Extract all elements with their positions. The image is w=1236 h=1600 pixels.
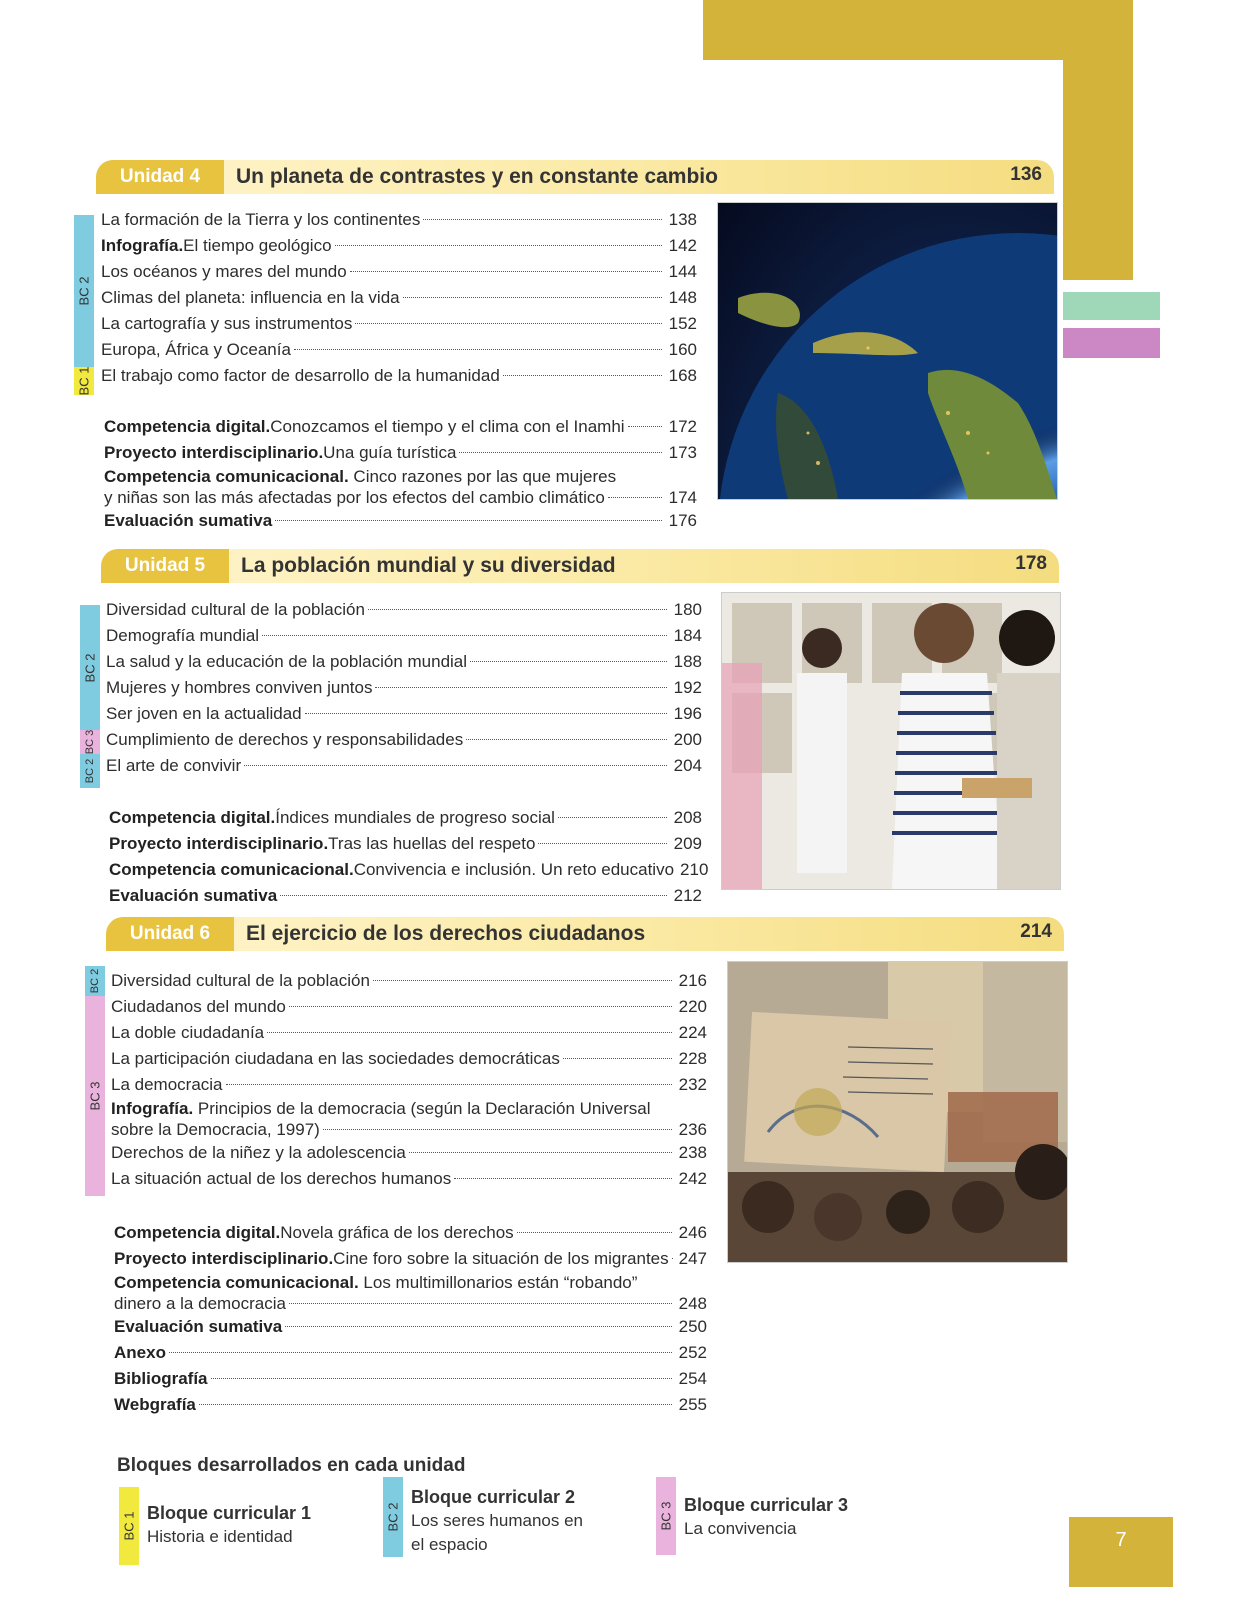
toc-extra[interactable]: Proyecto interdisciplinario. Una guía turística 173 bbox=[104, 443, 697, 462]
right-purple-tab bbox=[1063, 328, 1160, 358]
unit-5-bc2-strip: BC 2 bbox=[80, 605, 100, 730]
unit-6-topic-list bbox=[111, 968, 707, 1192]
toc-extra[interactable]: Proyecto interdisciplinario. Cine foro sobre la situación de los migrantes 247 bbox=[114, 1249, 707, 1268]
toc-extra[interactable]: Competencia comunicacional. Cinco razones por las que mujeres y niñas son las más afectadas por los efectos del cambio climático 174 bbox=[104, 467, 697, 507]
unit-4-header bbox=[96, 160, 1054, 194]
toc-item[interactable]: La formación de la Tierra y los continentes 138 bbox=[101, 210, 697, 229]
toc-extra[interactable]: Proyecto interdisciplinario. Tras las huellas del respeto 209 bbox=[109, 834, 702, 853]
toc-item[interactable]: Climas del planeta: influencia en la vida 148 bbox=[101, 288, 697, 307]
legend-bc1-name: Bloque curricular 1 bbox=[147, 1503, 312, 1523]
legend-bc3-name: Bloque curricular 3 bbox=[684, 1495, 849, 1515]
toc-item[interactable]: Cumplimiento de derechos y responsabilidades 200 bbox=[106, 730, 702, 749]
unit-4-title: Un planeta de contrastes y en constante cambio bbox=[236, 165, 718, 188]
right-green-tab bbox=[1063, 292, 1160, 320]
toc-item[interactable]: La democracia 232 bbox=[111, 1075, 707, 1094]
unit-4-tag: Unidad 4 bbox=[96, 160, 224, 194]
unit-5-bc2-strip-2: BC 2 bbox=[80, 754, 100, 788]
legend-bc1-strip: BC 1 bbox=[119, 1487, 139, 1565]
toc-extra[interactable]: Anexo 252 bbox=[114, 1343, 707, 1362]
toc-item[interactable]: Diversidad cultural de la población 216 bbox=[111, 971, 707, 990]
unit-4-topic-list bbox=[101, 207, 697, 389]
toc-extra[interactable]: Competencia comunicacional. Los multimillonarios están “robando” dinero a la democracia 248 bbox=[114, 1273, 707, 1313]
unit-4-extras-list bbox=[104, 414, 697, 534]
unit-6-page: 214 bbox=[1020, 921, 1052, 942]
unit-5-page: 178 bbox=[1015, 553, 1047, 574]
toc-item[interactable]: Ser joven en la actualidad 196 bbox=[106, 704, 702, 723]
unit-6-bc3-strip: BC 3 bbox=[85, 996, 105, 1196]
toc-item[interactable]: Ciudadanos del mundo 220 bbox=[111, 997, 707, 1016]
toc-extra[interactable]: Competencia digital. Novela gráfica de los derechos 246 bbox=[114, 1223, 707, 1242]
toc-item[interactable]: Demografía mundial 184 bbox=[106, 626, 702, 645]
toc-item[interactable]: La cartografía y sus instrumentos 152 bbox=[101, 314, 697, 333]
unit-5-bc3-strip: BC 3 bbox=[80, 730, 100, 754]
right-gold-bar bbox=[1063, 0, 1133, 280]
toc-item[interactable]: Infografía. El tiempo geológico 142 bbox=[101, 236, 697, 255]
toc-item[interactable]: Infografía. Principios de la democracia (según la Declaración Universal sobre la Democracia, 1997) 236 bbox=[111, 1099, 707, 1139]
toc-item[interactable]: Mujeres y hombres conviven juntos 192 bbox=[106, 678, 702, 697]
protest-photo bbox=[727, 961, 1068, 1263]
unit-4-page: 136 bbox=[1010, 164, 1042, 185]
unit-6-header bbox=[106, 917, 1064, 951]
protest-illustration bbox=[728, 962, 1067, 1262]
toc-extra[interactable]: Competencia digital. Conozcamos el tiempo y el clima con el Inamhi 172 bbox=[104, 417, 697, 436]
page-number: 7 bbox=[1069, 1517, 1173, 1587]
legend-bc3 bbox=[656, 1477, 848, 1555]
toc-extra[interactable]: Competencia digital. Índices mundiales de progreso social 208 bbox=[109, 808, 702, 827]
legend-bc2-strip: BC 2 bbox=[383, 1477, 403, 1557]
unit-5-topic-list bbox=[106, 597, 702, 779]
unit-5-extras-list bbox=[109, 805, 709, 909]
unit-5-tag: Unidad 5 bbox=[101, 549, 229, 583]
unit-6-title: El ejercicio de los derechos ciudadanos bbox=[246, 922, 646, 945]
toc-item[interactable]: La doble ciudadanía 224 bbox=[111, 1023, 707, 1042]
legend-bc2-desc-2: el espacio bbox=[411, 1535, 488, 1554]
students-illustration bbox=[722, 593, 1060, 889]
toc-item[interactable]: La participación ciudadana en las sociedades democráticas 228 bbox=[111, 1049, 707, 1068]
toc-extra[interactable]: Evaluación sumativa 212 bbox=[109, 886, 702, 905]
legend-bc1-desc: Historia e identidad bbox=[147, 1527, 293, 1546]
unit-5-header bbox=[101, 549, 1059, 583]
earth-illustration bbox=[718, 203, 1057, 499]
legend-bc1 bbox=[119, 1487, 311, 1565]
toc-extra[interactable]: Webgrafía 255 bbox=[114, 1395, 707, 1414]
legend-bc2-desc: Los seres humanos en bbox=[411, 1511, 583, 1530]
legend-title: Bloques desarrollados en cada unidad bbox=[117, 1455, 466, 1476]
unit-6-tag: Unidad 6 bbox=[106, 917, 234, 951]
unit-6-bc2-strip: BC 2 bbox=[85, 966, 105, 996]
toc-item[interactable]: La situación actual de los derechos humanos 242 bbox=[111, 1169, 707, 1188]
earth-from-space-photo bbox=[717, 202, 1058, 500]
toc-extra[interactable]: Competencia comunicacional. Convivencia e inclusión. Un reto educativo 210 bbox=[109, 860, 709, 879]
toc-extra[interactable]: Evaluación sumativa 250 bbox=[114, 1317, 707, 1336]
toc-item[interactable]: Los océanos y mares del mundo 144 bbox=[101, 262, 697, 281]
unit-4-bc1-strip: BC 1 bbox=[74, 367, 94, 395]
legend-bc2 bbox=[383, 1477, 583, 1557]
toc-item[interactable]: El trabajo como factor de desarrollo de la humanidad 168 bbox=[101, 366, 697, 385]
toc-extra[interactable]: Evaluación sumativa 176 bbox=[104, 511, 697, 530]
toc-extra[interactable]: Bibliografía 254 bbox=[114, 1369, 707, 1388]
unit-5-title: La población mundial y su diversidad bbox=[241, 554, 616, 577]
legend-bc2-name: Bloque curricular 2 bbox=[411, 1487, 576, 1507]
legend-bc3-desc: La convivencia bbox=[684, 1519, 797, 1538]
toc-item[interactable]: Derechos de la niñez y la adolescencia 238 bbox=[111, 1143, 707, 1162]
unit-6-extras-list bbox=[114, 1220, 707, 1418]
unit-4-bc2-strip: BC 2 bbox=[74, 215, 94, 367]
legend-bc3-strip: BC 3 bbox=[656, 1477, 676, 1555]
toc-item[interactable]: Diversidad cultural de la población 180 bbox=[106, 600, 702, 619]
toc-item[interactable]: Europa, África y Oceanía 160 bbox=[101, 340, 697, 359]
toc-item[interactable]: El arte de convivir 204 bbox=[106, 756, 702, 775]
toc-item[interactable]: La salud y la educación de la población mundial 188 bbox=[106, 652, 702, 671]
students-photo bbox=[721, 592, 1061, 890]
